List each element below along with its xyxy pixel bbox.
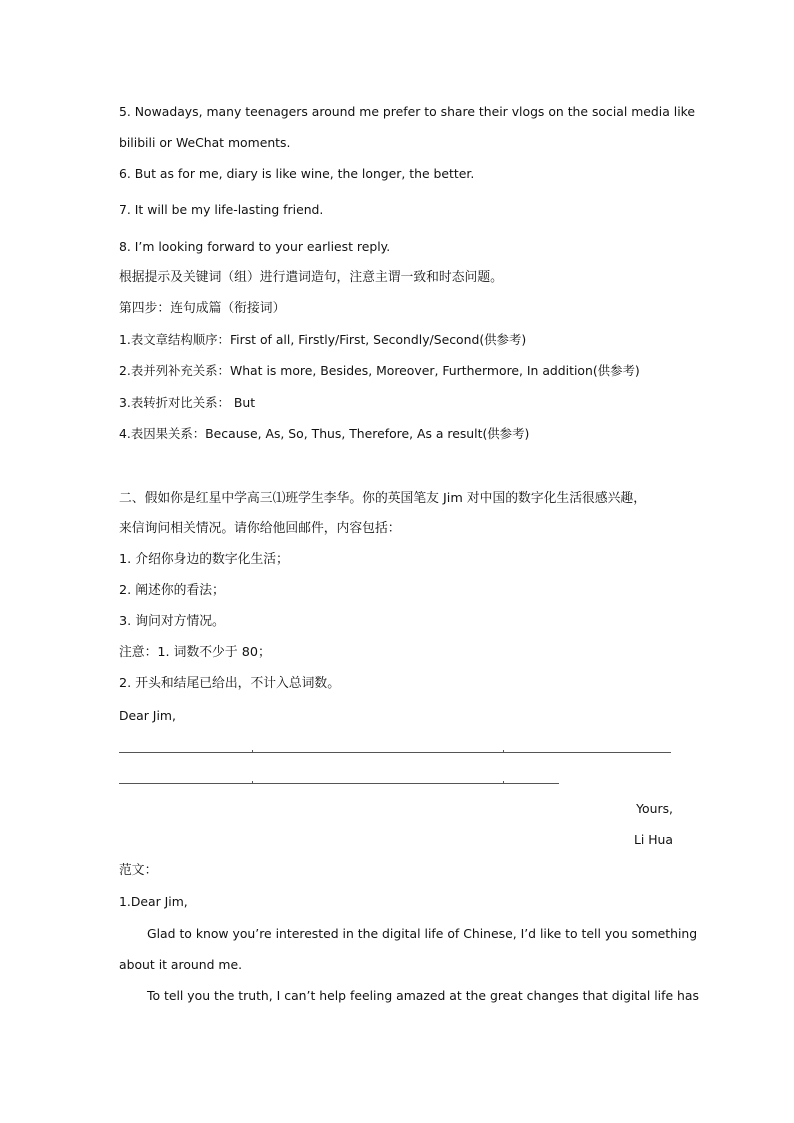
sentence-8: 8. I’m looking forward to your earliest reply. bbox=[119, 239, 391, 254]
prompt-item-2: 2. 阐述你的看法； bbox=[119, 583, 225, 598]
connector-cause: 4.表因果关系：Because, As, So, Thus, Therefore, As a result(供参考) bbox=[119, 426, 530, 441]
sentence-5-line-2: bilibili or WeChat moments. bbox=[119, 135, 291, 150]
note-2: 2. 开头和结尾已给出，不计入总词数。 bbox=[119, 676, 341, 691]
prompt-line-1: 二、假如你是红星中学高三⑴班学生李华。你的英国笔友 Jim 对中国的数字化生活很感兴趣， bbox=[119, 491, 647, 506]
note-1: 注意：1. 词数不少于 80； bbox=[119, 645, 271, 660]
answer-blank-line-1[interactable] bbox=[119, 752, 671, 753]
blank-divider bbox=[252, 750, 253, 753]
letter-signature: Li Hua bbox=[633, 832, 673, 847]
blank-divider bbox=[503, 781, 504, 784]
prompt-item-3: 3. 询问对方情况。 bbox=[119, 614, 225, 629]
sample-para1-line1: Glad to know you’re interested in the digital life of Chinese, I’d like to tell you something bbox=[147, 926, 698, 941]
blank-divider bbox=[252, 781, 253, 784]
step4-title: 第四步：连句成篇（衔接词） bbox=[119, 301, 286, 316]
prompt-line-2: 来信询问相关情况。请你给他回邮件，内容包括： bbox=[119, 521, 401, 536]
sample-para1-line2: about it around me. bbox=[119, 957, 243, 972]
connector-sequence: 1.表文章结构顺序：First of all, Firstly/First, Secondly/Second(供参考) bbox=[119, 332, 527, 347]
sample-label: 范文： bbox=[119, 863, 158, 878]
answer-blank-line-2[interactable] bbox=[119, 783, 559, 784]
letter-salutation: Dear Jim, bbox=[119, 708, 176, 723]
instruction-text: 根据提示及关键词（组）进行遣词造句，注意主谓一致和时态问题。 bbox=[119, 270, 503, 285]
blank-divider bbox=[503, 750, 504, 753]
sample-salutation: 1.Dear Jim, bbox=[119, 894, 188, 909]
sentence-7: 7. It will be my life-lasting friend. bbox=[119, 202, 324, 217]
sentence-6: 6. But as for me, diary is like wine, the longer, the better. bbox=[119, 166, 475, 181]
letter-closing: Yours, bbox=[636, 801, 673, 816]
sentence-5-line-1: 5. Nowadays, many teenagers around me prefer to share their vlogs on the social media like bbox=[119, 104, 696, 119]
connector-contrast: 3.表转折对比关系： But bbox=[119, 395, 256, 410]
sample-para2-line1: To tell you the truth, I can’t help feeling amazed at the great changes that digital life has bbox=[147, 988, 699, 1003]
connector-addition: 2.表并列补充关系：What is more, Besides, Moreover, Furthermore, In addition(供参考) bbox=[119, 363, 640, 378]
prompt-item-1: 1. 介绍你身边的数字化生活； bbox=[119, 552, 289, 567]
